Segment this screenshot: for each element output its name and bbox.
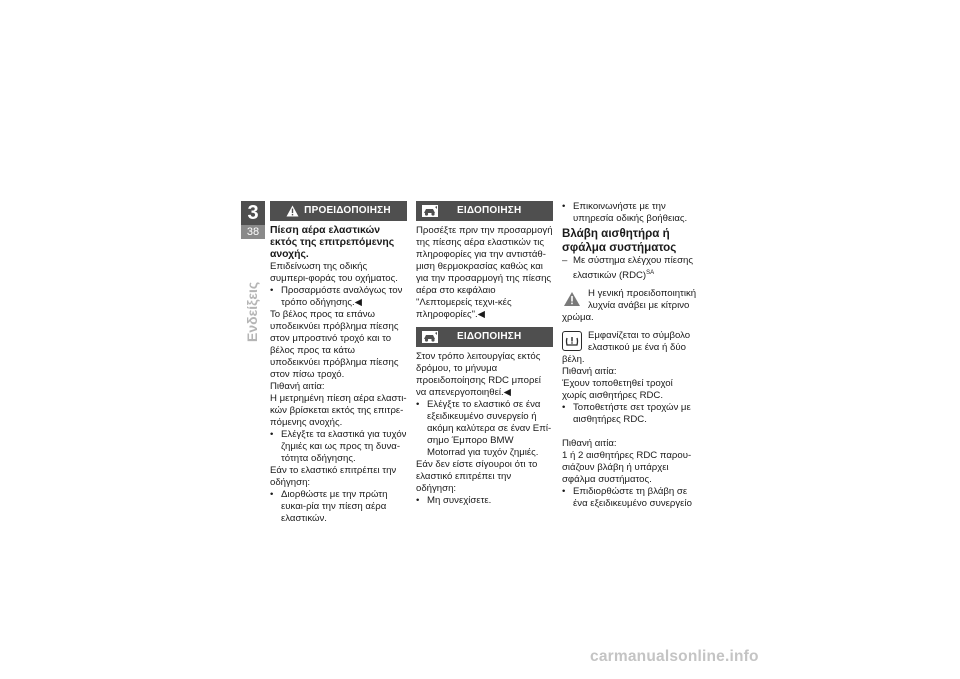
warning-triangle-icon [286,205,299,217]
bullet-item: • Τοποθετήστε σετ τροχών με αισθητήρες RDC. [562,402,699,426]
paragraph: Η μετρημένη πίεση αέρα ελαστι-κών βρίσκεται εκτός της επιτρε-πόμενης ανοχής. [270,393,407,428]
paragraph: Επιδείνωση της οδικής συμπερι-φοράς του οχήματος. [270,261,398,284]
environment-car-icon [422,205,438,217]
notice-banner-label: ΕΙΔΟΠΟΙΗΣΗ [457,331,522,342]
bullet-item: • Ελέγξτε τα ελαστικά για τυχόν ζημιές και ως προς τη δυνα-τότητα οδήγησης. [270,429,407,465]
warning-banner [270,201,407,221]
section-heading: Βλάβη αισθητήρα ή σφάλμα συστήματος [562,227,677,254]
condition-text: Με σύστημα ελέγχου πίεσης ελαστικών (RDC) [573,255,693,282]
warning-heading: Πίεση αέρα ελαστικών εκτός της επιτρεπόμενης ανοχής. [270,225,395,260]
column-3 [562,201,699,510]
tyre-symbol-block [562,330,699,366]
condition-superscript: SA [646,270,655,276]
bullet-item: • Επιδιορθώστε τη βλάβη σε ένα εξειδικευμένο συνεργείο [562,486,699,510]
paragraph: 1 ή 2 αισθητήρες RDC παρου-σιάζουν βλάβη ή υπάρχει σφάλμα συστήματος. [562,450,692,486]
paragraph: Πιθανή αιτία: [270,381,325,392]
paragraph: Πιθανή αιτία: [562,366,617,378]
bullet-item: • Ελέγξτε το ελαστικό σε ένα εξειδικευμένο συνεργείο ή ακόμη καλύτερα σε έναν Επί-σημο Έμπορο BMW Motorrad για τυχόν ζημιές. [416,399,553,459]
bullet-item: • Επικοινωνήστε με την υπηρεσία οδικής βοήθειας. [562,201,699,225]
paragraph: Εμφανίζεται το σύμβολο ελαστικού με ένα ή δύο βέλη. [562,330,691,366]
bullet-item: • Διορθώστε με την πρώτη ευκαι-ρία την πίεση αέρα ελαστικών. [270,489,407,525]
warning-banner-label: ΠΡΟΕΙΔΟΠΟΙΗΣΗ [304,205,391,216]
bullet-item: • Προσαρμόστε αναλόγως τον τρόπο οδήγησης.◀ [270,285,407,309]
paragraph: Στον τρόπο λειτουργίας εκτός δρόμου, το μήνυμα προειδοποίησης RDC μπορεί να απενεργοποιηθεί.◀ [416,351,541,398]
notice-banner-label: ΕΙΔΟΠΟΙΗΣΗ [457,205,522,216]
column-1 [270,201,407,525]
chapter-number: 3 [241,201,265,225]
warning-light-block [562,288,699,324]
column-2 [416,201,553,507]
bullet-item: • Μη συνεχίσετε. [416,495,553,507]
paragraph: Προσέξτε πριν την προσαρμογή της πίεσης αέρα ελαστικών τις πληροφορίες για την αντιστάθ-μιση θερμοκρασίας καθώς και για την προσαρμογή της πίεσης αέρα στο κεφάλαιο "Λεπτομερείς τεχνι-κές πληροφορίες".◀ [416,225,553,320]
notice-banner [416,327,553,347]
section-label: Ενδείξεις [244,281,260,342]
page-number: 38 [241,225,265,239]
paragraph: Το βέλος προς τα επάνω υποδεικνύει πρόβλημα πίεσης στον μπροστινό τροχό και το βέλος προς τα κάτω υποδεικνύει πρόβλημα πίεσης στον πίσω τροχό. [270,309,399,380]
warning-triangle-icon [562,289,582,309]
paragraph: Πιθανή αιτία: [562,438,617,450]
watermark: carmanualsonline.info [590,648,759,665]
paragraph: Εάν το ελαστικό επιτρέπει την οδήγηση: [270,465,397,488]
tyre-pressure-icon [562,331,582,351]
paragraph: Η γενική προειδοποιητική λυχνία ανάβει με κίτρινο χρώμα. [562,288,697,324]
paragraph: Έχουν τοποθετηθεί τροχοί χωρίς αισθητήρες RDC. [562,378,673,402]
condition-item [562,255,699,282]
notice-banner [416,201,553,221]
paragraph: Εάν δεν είστε σίγουροι ότι το ελαστικό επιτρέπει την οδήγηση: [416,459,538,494]
environment-car-icon [422,331,438,343]
